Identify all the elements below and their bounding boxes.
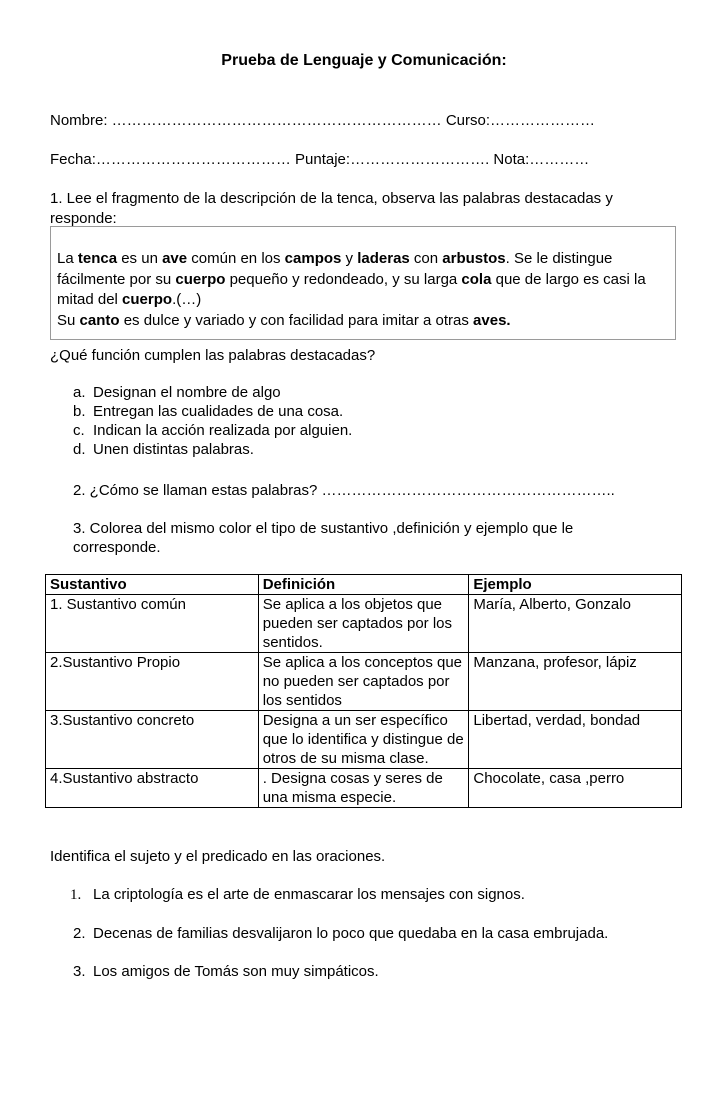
cell-ejemplo: Libertad, verdad, bondad	[469, 711, 682, 769]
highlighted-word: campos	[284, 250, 342, 267]
highlighted-word: cola	[461, 270, 492, 288]
excerpt-segment: .(…)	[172, 291, 202, 308]
excerpt-segment: con	[409, 250, 443, 267]
option-label: b.	[73, 403, 86, 420]
highlighted-word: cuerpo	[175, 270, 226, 288]
table-row	[46, 595, 682, 653]
question-3-line-1: 3. Colorea del mismo color el tipo de sustantivo ,definición y ejemplo que le	[73, 520, 574, 537]
header-definicion: Definición	[258, 575, 469, 595]
sentence-number: 2.	[73, 925, 86, 942]
option-a	[73, 384, 281, 401]
nombre-curso-line: Nombre: ………………………………………………………… Curso:…………………	[50, 112, 596, 129]
option-label: c.	[73, 422, 85, 439]
excerpt-segment: es un	[117, 250, 163, 267]
header-ejemplo: Ejemplo	[469, 575, 682, 595]
option-label: a.	[73, 384, 86, 401]
sustantivo-table	[45, 574, 682, 808]
highlighted-word: laderas	[357, 250, 410, 267]
sentence-text: Los amigos de Tomás son muy simpáticos.	[93, 963, 379, 980]
option-b	[73, 403, 343, 420]
question-2: 2. ¿Cómo se llaman estas palabras? …………………………………………………..	[73, 482, 615, 499]
excerpt-segment: es dulce y variado y con facilidad para imitar a otras	[119, 311, 474, 329]
option-label: d.	[73, 441, 86, 458]
excerpt-segment: . Se le distingue fácilmente por su	[57, 250, 613, 288]
table-header-row	[46, 575, 682, 595]
excerpt-segment: Su	[57, 311, 80, 329]
option-d	[73, 441, 254, 458]
question-4-instruction: Identifica el sujeto y el predicado en las oraciones.	[50, 848, 386, 865]
sentence-text: Decenas de familias desvalijaron lo poco que quedaba en la casa embrujada.	[93, 925, 609, 942]
question-1-prompt: ¿Qué función cumplen las palabras destacadas?	[50, 347, 376, 364]
table-row	[46, 653, 682, 711]
question-1-instruction: 1. Lee el fragmento de la descripción de la tenca, observa las palabras destacadas y responde:	[50, 190, 613, 227]
page-title: Prueba de Lenguaje y Comunicación:	[221, 52, 507, 69]
cell-sustantivo: 3.Sustantivo concreto	[46, 711, 259, 769]
highlighted-word: canto	[79, 311, 120, 329]
highlighted-word: aves.	[473, 311, 511, 329]
table-row	[46, 711, 682, 769]
option-c	[73, 422, 352, 439]
cell-definicion: Se aplica a los objetos que pueden ser captados por los sentidos.	[258, 595, 469, 653]
excerpt-text	[57, 249, 677, 331]
sentence-1	[70, 886, 525, 904]
excerpt-segment: La	[57, 250, 78, 267]
cell-sustantivo: 1. Sustantivo común	[46, 595, 259, 653]
highlighted-word: tenca	[77, 250, 118, 267]
sentence-text: La criptología es el arte de enmascarar los mensajes con signos.	[93, 886, 525, 903]
excerpt-segment: que de largo es casi la mitad del	[57, 270, 646, 308]
cell-definicion: . Designa cosas y seres de una misma especie.	[258, 769, 469, 808]
excerpt-segment: común en los	[187, 250, 285, 267]
sentence-number: 3.	[73, 963, 86, 980]
cell-ejemplo: María, Alberto, Gonzalo	[469, 595, 682, 653]
cell-sustantivo: 4.Sustantivo abstracto	[46, 769, 259, 808]
sentence-2	[73, 925, 608, 942]
cell-ejemplo: Manzana, profesor, lápiz	[469, 653, 682, 711]
question-3-line-2: corresponde.	[73, 539, 161, 556]
option-text: Designan el nombre de algo	[93, 384, 281, 401]
cell-ejemplo: Chocolate, casa ,perro	[469, 769, 682, 808]
highlighted-word: arbustos	[442, 250, 506, 267]
fecha-puntaje-nota-line: Fecha:………………………………… Puntaje:………………………. Nota:…………	[50, 151, 590, 168]
option-text: Indican la acción realizada por alguien.	[93, 422, 353, 439]
sentence-3	[73, 963, 379, 980]
excerpt-segment: pequeño y redondeado, y su larga	[225, 270, 462, 288]
option-text: Entregan las cualidades de una cosa.	[93, 403, 344, 420]
highlighted-word: cuerpo	[122, 291, 173, 308]
cell-definicion: Designa a un ser específico que lo identifica y distingue de otros de su misma clase.	[258, 711, 469, 769]
option-text: Unen distintas palabras.	[93, 441, 254, 458]
header-sustantivo: Sustantivo	[46, 575, 259, 595]
highlighted-word: ave	[162, 250, 188, 267]
table-row	[46, 769, 682, 808]
cell-sustantivo: 2.Sustantivo Propio	[46, 653, 259, 711]
sentence-number: 1.	[70, 887, 82, 903]
cell-definicion: Se aplica a los conceptos que no pueden ser captados por los sentidos	[258, 653, 469, 711]
excerpt-segment: y	[341, 250, 358, 267]
